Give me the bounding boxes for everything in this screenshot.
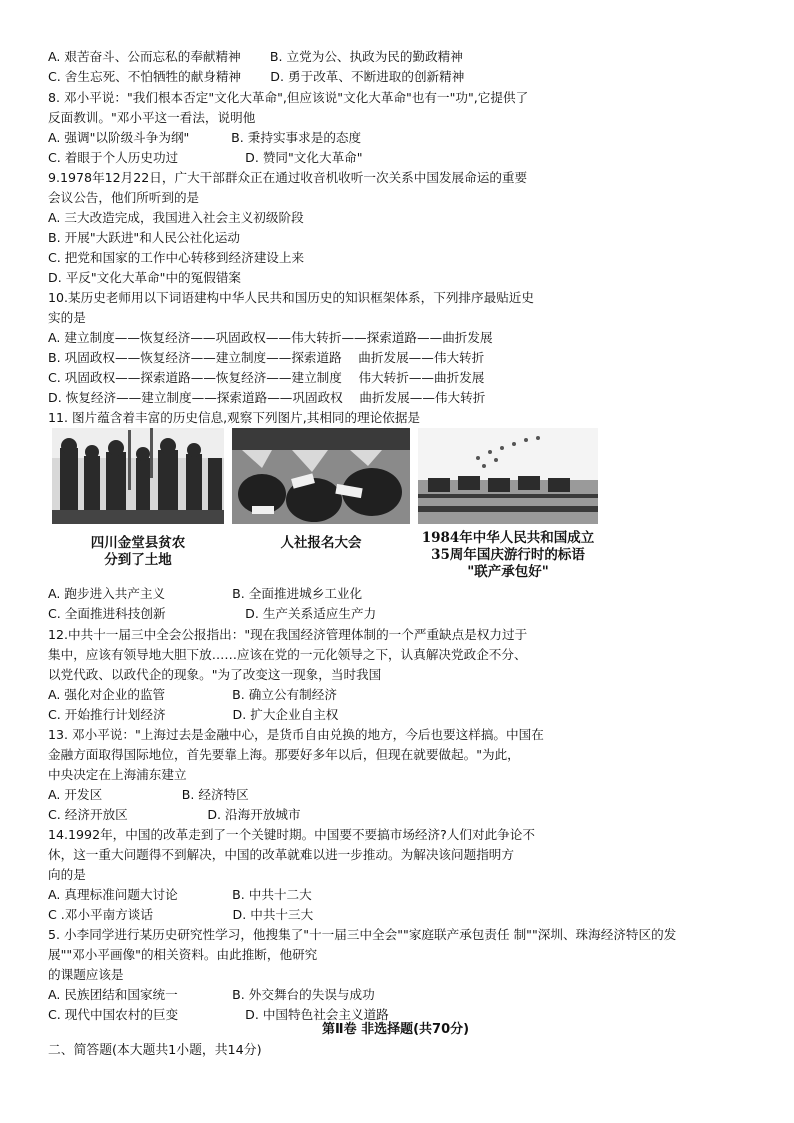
text-line: B. 巩固政权——恢复经济——建立制度——探索道路 曲折发展——伟大转折 <box>48 350 485 365</box>
text-line: C. 舍生忘死、不怕牺牲的献身精神 D. 勇于改革、不断进取的创新精神 <box>48 69 465 84</box>
photo-commune-registration-image <box>232 428 410 524</box>
photo-caption-land-reform: 四川金堂县贫农 分到了土地 <box>90 535 186 568</box>
text-line: 向的是 <box>48 867 86 882</box>
text-line: C. 巩固政权——探索道路——恢复经济——建立制度 伟大转折——曲折发展 <box>48 370 485 385</box>
text-line: D. 平反"文化大革命"中的冤假错案 <box>48 270 242 285</box>
text-line: A. 艰苦奋斗、公而忘私的奉献精神 B. 立党为公、执政为民的勤政精神 <box>48 49 463 64</box>
text-line: 5. 小李同学进行某历史研究性学习，他搜集了"十一届三中全会""家庭联产承包责任 制""深圳、珠海经济特区的发 <box>48 927 677 942</box>
text-line: 11. 图片蕴含着丰富的历史信息,观察下列图片,其相同的理论依据是 <box>48 410 421 425</box>
photo-caption-parade: 1984年中华人民共和国成立 35周年国庆游行时的标语 "联产承包好" <box>421 530 595 580</box>
photo-parade-slogan <box>418 428 598 524</box>
text-line: 14.1992年，中国的改革走到了一个关键时期。中国要不要搞市场经济?人们对此争论不 <box>48 827 535 842</box>
photo-commune-registration <box>232 428 410 524</box>
text-line: A. 建立制度——恢复经济——巩固政权——伟大转折——探索道路——曲折发展 <box>48 330 493 345</box>
text-line: 休，这一重大问题得不到解决，中国的改革就难以进一步推动。为解决该问题指明方 <box>48 847 514 862</box>
text-line: C .邓小平南方谈话 D. 中共十三大 <box>48 907 314 922</box>
text-line: 13. 邓小平说："上海过去是金融中心，是货币自由兑换的地方，今后也要这样搞。中国在 <box>48 727 544 742</box>
text-line: 10.某历史老师用以下词语建构中华人民共和国历史的知识框架体系，下列排序最贴近史 <box>48 290 534 305</box>
text-line: A. 真理标准问题大讨论 B. 中共十二大 <box>48 887 312 902</box>
text-line: A. 跑步进入共产主义 B. 全面推进城乡工业化 <box>48 586 363 601</box>
text-line: A. 开发区 B. 经济特区 <box>48 787 249 802</box>
text-line: 9.1978年12月22日，广大干部群众正在通过收音机收听一次关系中国发展命运的重要 <box>48 170 528 185</box>
text-line: A. 三大改造完成，我国进入社会主义初级阶段 <box>48 210 304 225</box>
text-line: C. 经济开放区 D. 沿海开放城市 <box>48 807 301 822</box>
text-line: A. 民族团结和国家统一 B. 外交舞台的失误与成功 <box>48 987 375 1002</box>
text-line: 8. 邓小平说："我们根本否定"文化大革命",但应该说"文化大革命"也有一"功",它提供了 <box>48 90 529 105</box>
photo-parade-slogan-image <box>418 428 598 524</box>
text-line: A. 强化对企业的监管 B. 确立公有制经济 <box>48 687 337 702</box>
text-line: 实的是 <box>48 310 86 325</box>
text-line: 反面教训。"邓小平这一看法，说明他 <box>48 110 256 125</box>
text-line: D. 恢复经济——建立制度——探索道路——巩固政权 曲折发展——伟大转折 <box>48 390 486 405</box>
text-line: C. 把党和国家的工作中心转移到经济建设上来 <box>48 250 305 265</box>
text-line: C. 全面推进科技创新 D. 生产关系适应生产力 <box>48 606 377 621</box>
text-line: C. 现代中国农村的巨变 D. 中国特色社会主义道路 <box>48 1007 389 1022</box>
text-line: C. 开始推行计划经济 D. 扩大企业自主权 <box>48 707 339 722</box>
section-short-answer-title: 二、简答题(本大题共1小题，共14分) <box>48 1043 262 1058</box>
photo-land-reform-image <box>52 428 224 524</box>
text-line: 会议公告，他们所听到的是 <box>48 190 200 205</box>
text-line: 12.中共十一届三中全会公报指出："现在我国经济管理体制的一个严重缺点是权力过于 <box>48 627 528 642</box>
text-line: 展""邓小平画像"的相关资料。由此推断，他研究 <box>48 947 318 962</box>
text-line: 的课题应该是 <box>48 967 124 982</box>
text-line: B. 开展"大跃进"和人民公社化运动 <box>48 230 240 245</box>
text-line: C. 着眼于个人历史功过 D. 赞同"文化大革命" <box>48 150 363 165</box>
text-line: 以党代政、以政代企的现象。"为了改变这一现象，当时我国 <box>48 667 382 682</box>
text-line: A. 强调"以阶级斗争为纲" B. 秉持实事求是的态度 <box>48 130 362 145</box>
text-line: 集中，应该有领导地大胆下放……应该在党的一元化领导之下，认真解决党政企不分、 <box>48 647 527 662</box>
text-line: 中央决定在上海浦东建立 <box>48 767 187 782</box>
photo-caption-commune: 人社报名大会 <box>280 535 362 551</box>
photo-land-reform <box>52 428 224 524</box>
section-part-two-title: 第Ⅱ卷 非选择题(共70分) <box>322 1022 470 1037</box>
text-line: 金融方面取得国际地位，首先要靠上海。那要好多年以后，但现在就要做起。"为此， <box>48 747 520 762</box>
